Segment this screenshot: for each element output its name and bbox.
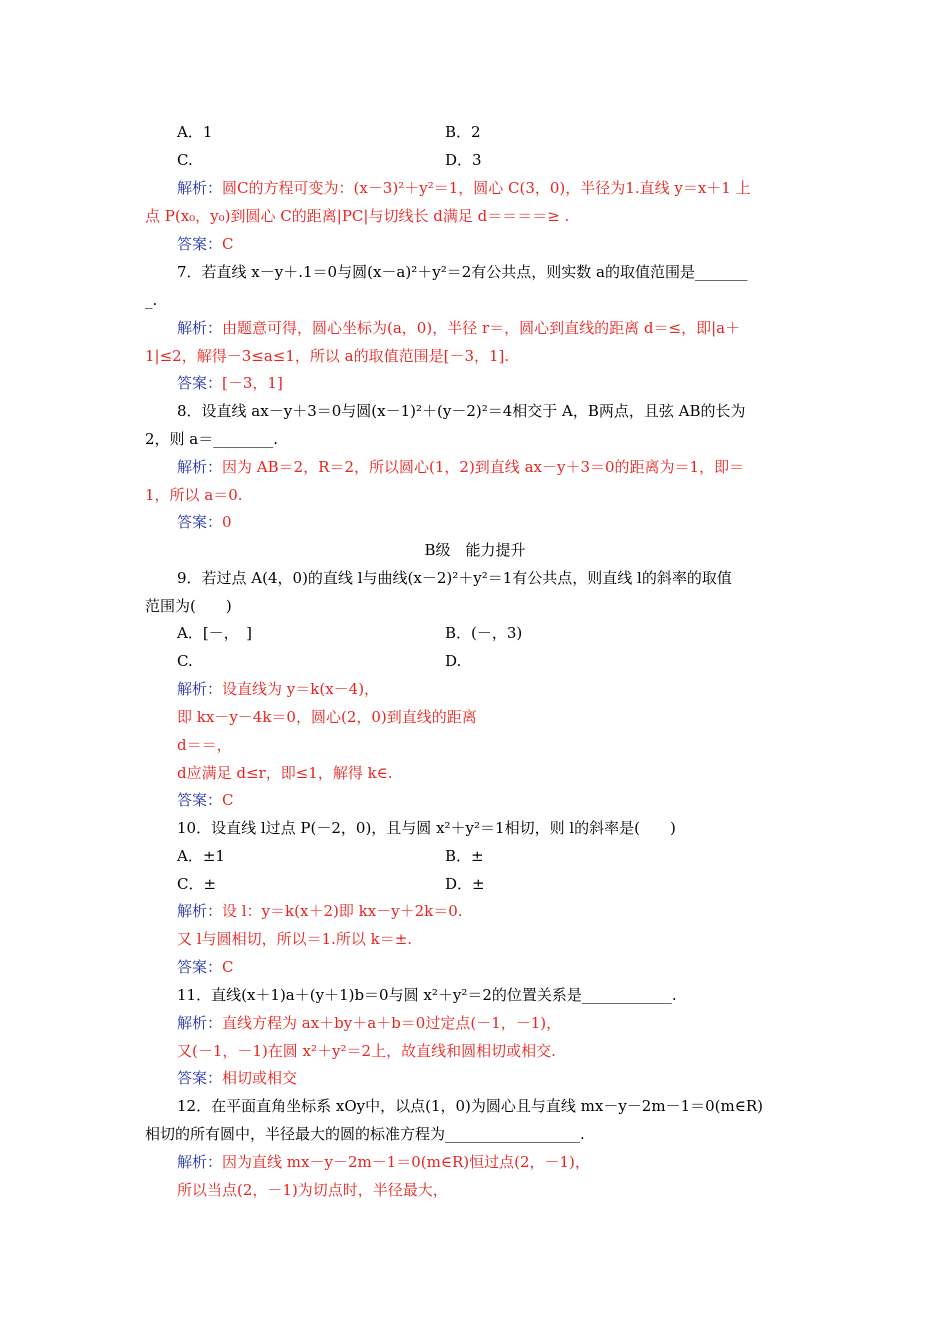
q9-option-b: B．(－，3) <box>445 624 523 642</box>
q12-solution-line-2: 所以当点(2，－1)为切点时，半径最大， <box>177 1181 448 1199</box>
q10-option-d: D．± <box>445 875 485 893</box>
solution-label: 解析： <box>177 1014 223 1032</box>
q11-stem: 11．直线(x＋1)a＋(y＋1)b＝0与圆 x²＋y²＝2的位置关系是____________. <box>177 986 677 1004</box>
q6-option-b: B．2 <box>445 123 481 141</box>
q12-stem-line-2: 相切的所有圆中，半径最大的圆的标准方程为__________________. <box>145 1125 585 1143</box>
q8-solution-line-1 <box>177 457 744 477</box>
answer-text: [－3，1] <box>222 374 283 392</box>
q6-solution-line-2: 点 P(x₀，y₀)到圆心 C的距离|PC|与切线长 d满足 d＝＝＝＝≥ . <box>145 207 570 225</box>
q6-answer <box>177 234 234 254</box>
q8-solution-line-2: 1，所以 a＝0. <box>145 486 243 504</box>
solution-text: 因为 AB＝2，R＝2，所以圆心(1，2)到直线 ax－y＋3＝0的距离为＝1，即＝ <box>222 458 745 476</box>
q10-solution-line-1 <box>177 901 463 921</box>
q10-option-a: A．±1 <box>177 847 225 865</box>
solution-text: 因为直线 mx－y－2m－1＝0(m∈R)恒过点(2，－1)， <box>222 1153 590 1171</box>
solution-label: 解析： <box>177 680 223 698</box>
q8-answer <box>177 512 232 532</box>
q9-answer <box>177 790 234 810</box>
solution-text: 直线方程为 ax＋by＋a＋b＝0过定点(－1，－1)， <box>222 1014 562 1032</box>
answer-text: C <box>222 235 234 253</box>
solution-label: 解析： <box>177 902 223 920</box>
answer-label: 答案： <box>177 958 223 976</box>
solution-text: 圆C的方程可变为：(x－3)²＋y²＝1，圆心 C(3，0)，半径为1.直线 y＝x＋1 上 <box>222 179 751 197</box>
q10-option-b: B．± <box>445 847 484 865</box>
q7-stem-line-2: _. <box>145 291 158 309</box>
answer-text: C <box>222 958 234 976</box>
q11-solution-line-2: 又(－1，－1)在圆 x²＋y²＝2上，故直线和圆相切或相交. <box>177 1042 556 1060</box>
q7-solution-line-1 <box>177 318 740 338</box>
q11-solution-line-1 <box>177 1013 561 1033</box>
solution-label: 解析： <box>177 179 223 197</box>
q6-option-a: A．1 <box>177 123 213 141</box>
q7-stem-line-1: 7．若直线 x－y＋.1＝0与圆(x－a)²＋y²＝2有公共点，则实数 a的取值范围是_______ <box>177 263 748 281</box>
q9-option-a: A．[－， ] <box>177 624 253 642</box>
solution-text: 设直线为 y＝k(x－4)， <box>222 680 380 698</box>
q10-answer <box>177 957 234 977</box>
q7-answer <box>177 373 283 393</box>
q9-option-d: D. <box>445 652 462 670</box>
q9-solution-line-1 <box>177 679 379 699</box>
answer-label: 答案： <box>177 791 223 809</box>
solution-label: 解析： <box>177 458 223 476</box>
solution-text: 由题意可得，圆心坐标为(a，0)，半径 r＝，圆心到直线的距离 d＝≤，即|a＋ <box>222 319 741 337</box>
section-title: B级 能力提升 <box>424 541 526 559</box>
q6-solution-line-1 <box>177 178 751 198</box>
answer-label: 答案： <box>177 1069 223 1087</box>
q9-stem-line-1: 9．若过点 A(4，0)的直线 l与曲线(x－2)²＋y²＝1有公共点，则直线 l的斜率的取值 <box>177 569 732 587</box>
q9-solution-line-2: 即 kx－y－4k＝0，圆心(2，0)到直线的距离 <box>177 708 477 726</box>
answer-text: 相切或相交 <box>222 1069 298 1087</box>
q9-stem-line-2: 范围为( ) <box>145 597 232 615</box>
q9-option-c: C. <box>177 652 193 670</box>
answer-text: 0 <box>222 513 232 531</box>
q9-solution-line-4: d应满足 d≤r，即≤1，解得 k∈. <box>177 764 393 782</box>
q9-solution-line-3: d＝＝， <box>177 736 232 754</box>
answer-label: 答案： <box>177 235 223 253</box>
q8-stem-line-1: 8．设直线 ax－y＋3＝0与圆(x－1)²＋(y－2)²＝4相交于 A，B两点，且弦 AB的长为 <box>177 402 746 420</box>
answer-label: 答案： <box>177 374 223 392</box>
q11-answer <box>177 1068 297 1088</box>
q12-solution-line-1 <box>177 1152 590 1172</box>
answer-text: C <box>222 791 234 809</box>
solution-text: 设 l：y＝k(x＋2)即 kx－y＋2k＝0. <box>222 902 463 920</box>
answer-label: 答案： <box>177 513 223 531</box>
q6-option-c: C. <box>177 151 193 169</box>
solution-label: 解析： <box>177 1153 223 1171</box>
q12-stem-line-1: 12．在平面直角坐标系 xOy中，以点(1，0)为圆心且与直线 mx－y－2m－1＝0(m∈R) <box>177 1097 763 1115</box>
q7-solution-line-2: 1|≤2，解得－3≤a≤1，所以 a的取值范围是[－3，1]. <box>145 347 510 365</box>
solution-label: 解析： <box>177 319 223 337</box>
q8-stem-line-2: 2，则 a＝________. <box>145 430 279 448</box>
q10-option-c: C．± <box>177 875 217 893</box>
q10-stem: 10．设直线 l过点 P(－2，0)，且与圆 x²＋y²＝1相切，则 l的斜率是( ) <box>177 819 676 837</box>
q6-option-d: D．3 <box>445 151 482 169</box>
q10-solution-line-2: 又 l与圆相切，所以＝1.所以 k＝±. <box>177 930 413 948</box>
